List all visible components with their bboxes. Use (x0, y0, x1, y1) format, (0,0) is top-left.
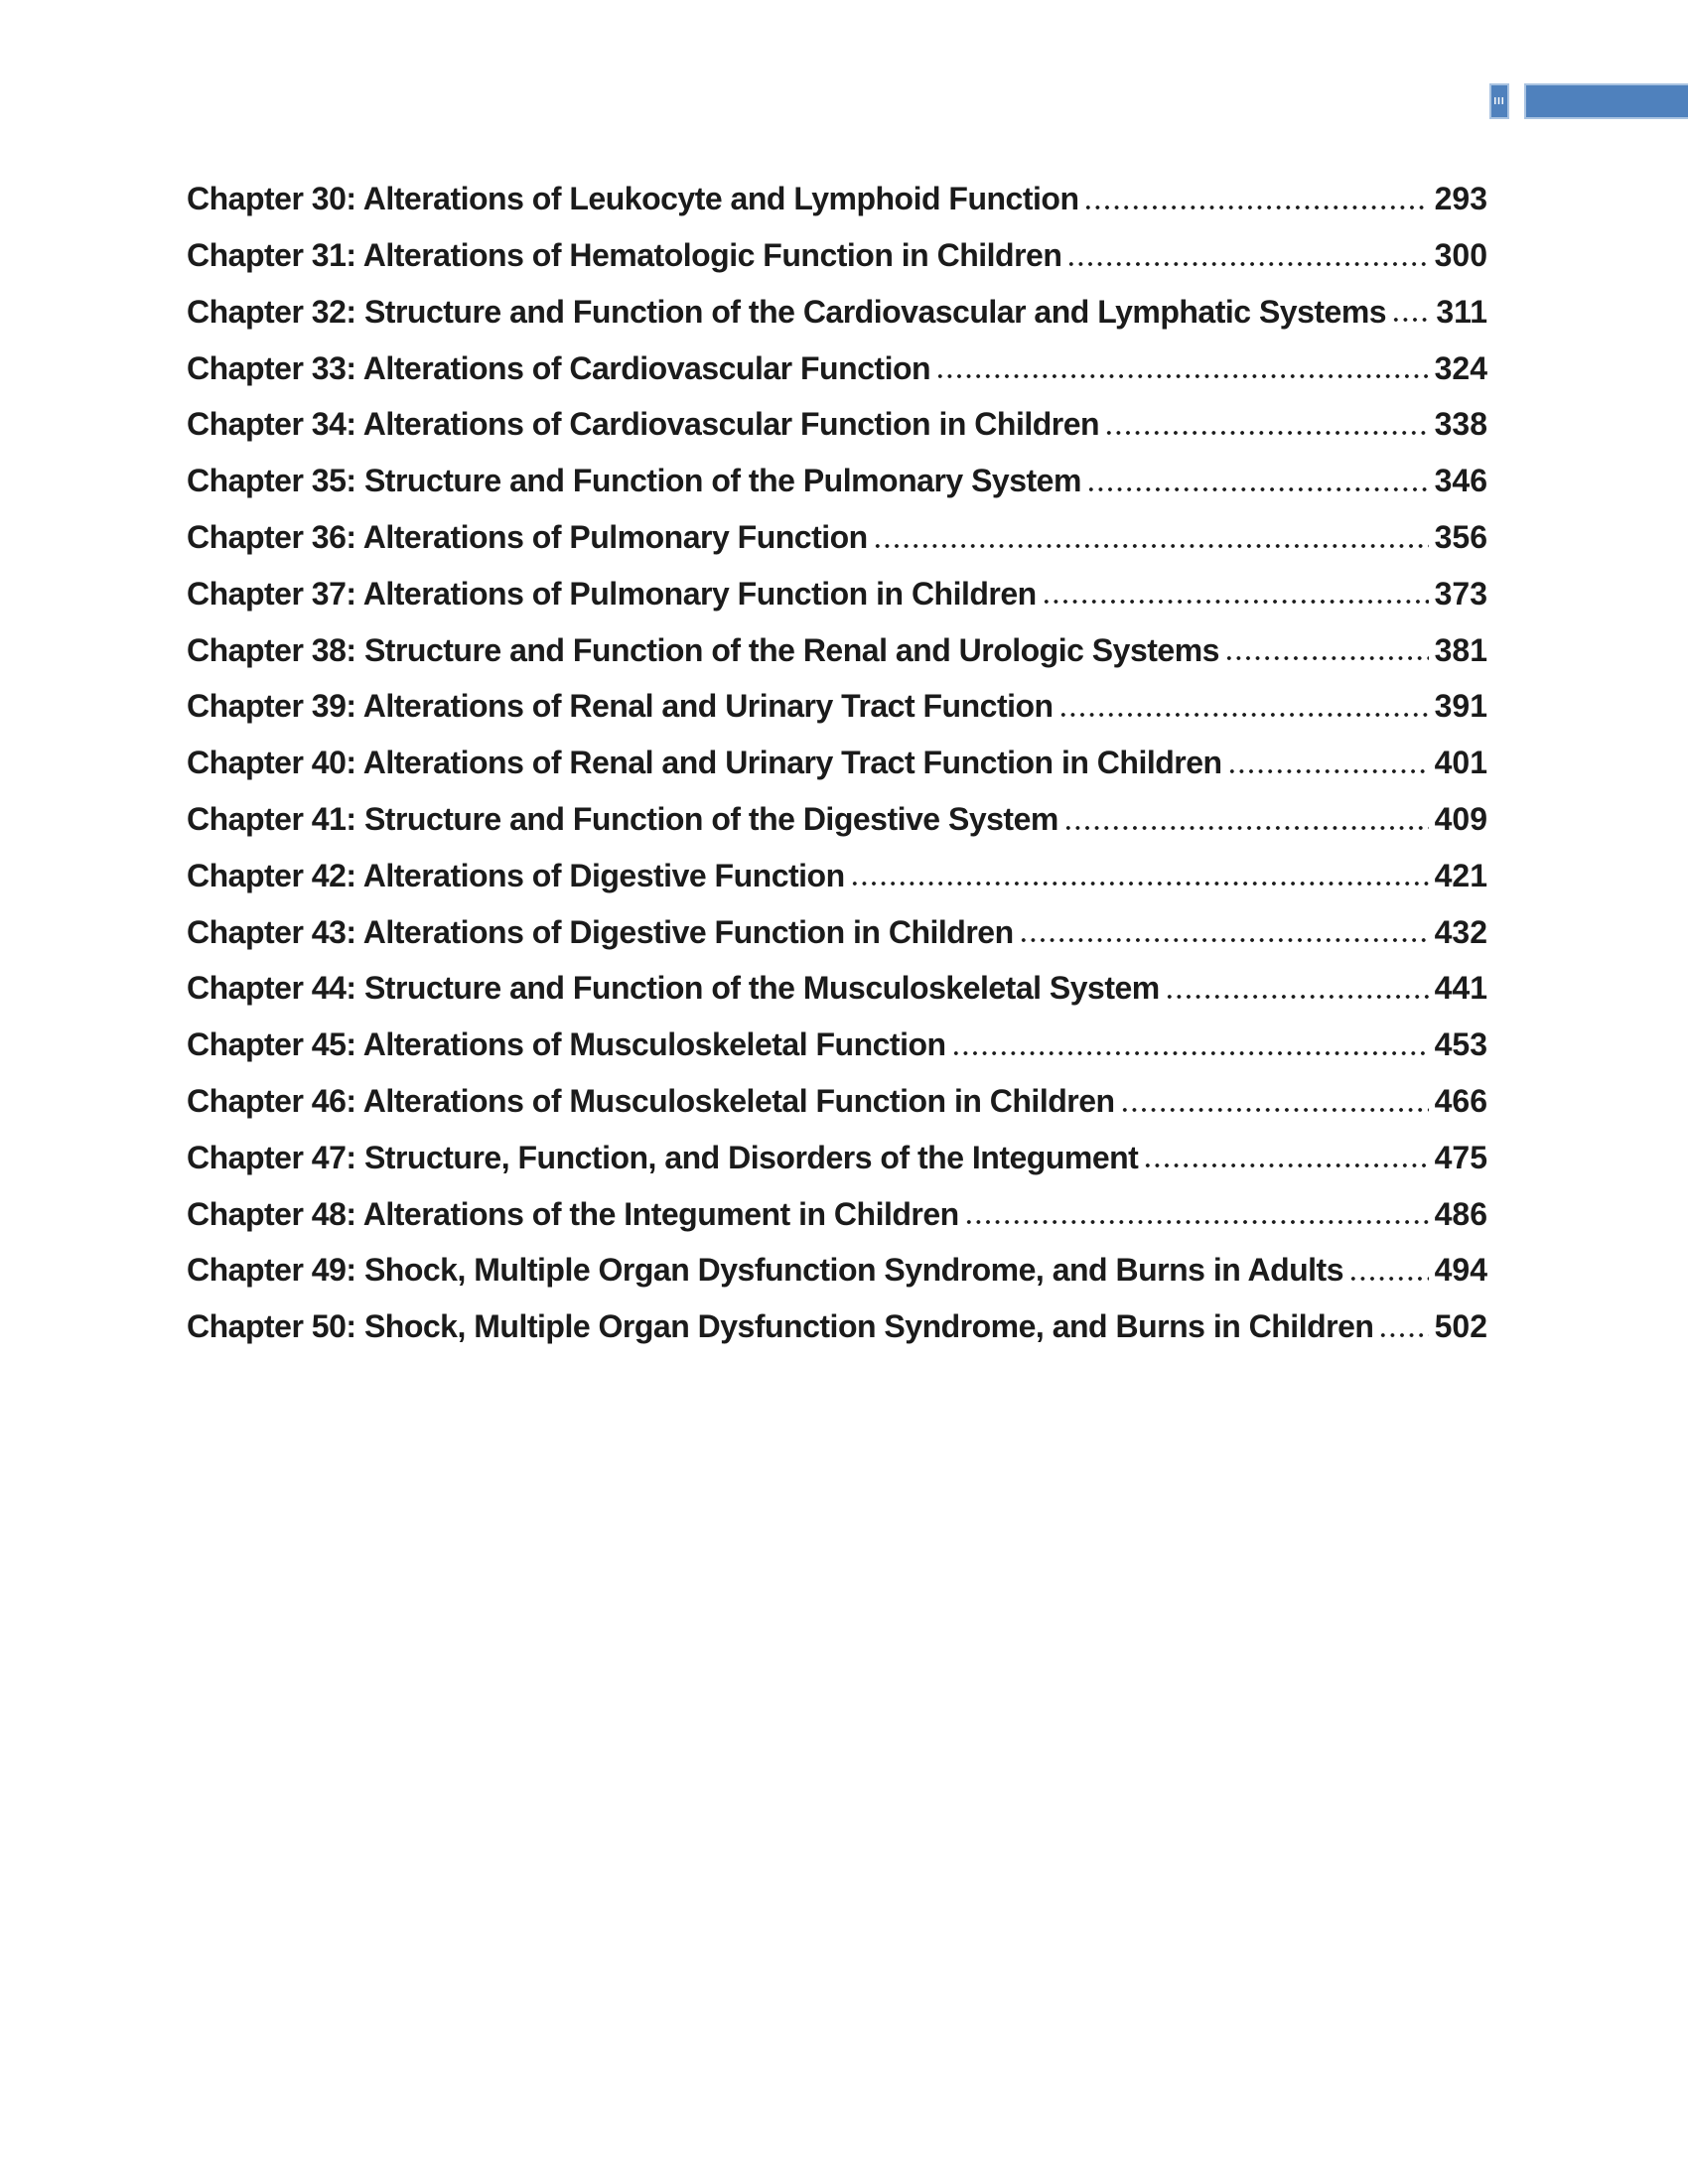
toc-entry-label: Chapter 47: Structure, Function, and Disorders of the Integument (187, 1139, 1139, 1175)
toc-entry-label: Chapter 39: Alterations of Renal and Urinary Tract Function (187, 688, 1054, 725)
toc-entry-label: Chapter 50: Shock, Multiple Organ Dysfunction Syndrome, and Burns in Children (187, 1308, 1374, 1345)
toc-entry (187, 329, 1487, 385)
toc-entry-page: 401 (1434, 745, 1487, 781)
toc-entry-page: 356 (1434, 518, 1487, 555)
toc-entry-label: Chapter 33: Alterations of Cardiovascular Function (187, 349, 931, 386)
toc-entry-label: Chapter 38: Structure and Function of the Renal and Urologic Systems (187, 631, 1219, 668)
toc-dot-leader (935, 371, 1429, 381)
toc-entry (187, 385, 1487, 442)
toc-dot-leader (1066, 259, 1428, 269)
toc-entry-label: Chapter 41: Structure and Function of the Digestive System (187, 800, 1058, 837)
toc-entry (187, 667, 1487, 724)
toc-entry-page: 494 (1434, 1252, 1487, 1289)
toc-entry-label: Chapter 48: Alterations of the Integument in Children (187, 1195, 959, 1232)
toc-dot-leader (1086, 484, 1429, 494)
toc-dot-leader (873, 541, 1429, 551)
toc-entry-label: Chapter 42: Alterations of Digestive Function (187, 857, 845, 893)
toc-dot-leader (1165, 992, 1429, 1002)
toc-entry-page: 432 (1434, 913, 1487, 950)
toc-entry (187, 949, 1487, 1006)
toc-entry-page: 324 (1434, 349, 1487, 386)
toc-entry-page: 391 (1434, 688, 1487, 725)
toc-entry-label: Chapter 34: Alterations of Cardiovascular Function in Children (187, 406, 1100, 443)
toc-dot-leader (1224, 653, 1429, 663)
toc-dot-leader (964, 1217, 1429, 1227)
toc-entry-page: 409 (1434, 800, 1487, 837)
toc-entry (187, 498, 1487, 555)
toc-entry (187, 216, 1487, 273)
toc-entry-label: Chapter 45: Alterations of Musculoskeletal Function (187, 1026, 946, 1063)
page-number-label: III (1493, 95, 1505, 107)
toc-entry (187, 160, 1487, 216)
toc-entry (187, 1288, 1487, 1344)
toc-entry-page: 338 (1434, 406, 1487, 443)
toc-entry (187, 1006, 1487, 1062)
toc-entry (187, 780, 1487, 837)
toc-dot-leader (1120, 1105, 1429, 1115)
toc-entry-page: 486 (1434, 1195, 1487, 1232)
toc-entry (187, 273, 1487, 330)
toc-entry (187, 892, 1487, 949)
toc-dot-leader (1058, 710, 1429, 720)
toc-dot-leader (1143, 1160, 1428, 1170)
toc-dot-leader (1042, 597, 1429, 607)
toc-entry-page: 373 (1434, 575, 1487, 612)
toc-dot-leader (1348, 1274, 1429, 1284)
toc-entry (187, 837, 1487, 893)
toc-entry-page: 475 (1434, 1139, 1487, 1175)
toc-entry-label: Chapter 40: Alterations of Renal and Urinary Tract Function in Children (187, 745, 1222, 781)
toc-entry-page: 421 (1434, 857, 1487, 893)
toc-dot-leader (1019, 935, 1429, 945)
toc-entry (187, 555, 1487, 612)
toc-entry (187, 1062, 1487, 1119)
table-of-contents (187, 160, 1487, 1344)
toc-entry-page: 381 (1434, 631, 1487, 668)
toc-entry-label: Chapter 49: Shock, Multiple Organ Dysfunction Syndrome, and Burns in Adults (187, 1252, 1343, 1289)
toc-entry-label: Chapter 36: Alterations of Pulmonary Function (187, 518, 868, 555)
toc-entry-label: Chapter 32: Structure and Function of the Cardiovascular and Lymphatic Systems (187, 293, 1387, 330)
toc-entry (187, 1231, 1487, 1288)
toc-entry-page: 300 (1434, 237, 1487, 273)
toc-entry-page: 466 (1434, 1082, 1487, 1119)
toc-dot-leader (850, 879, 1429, 888)
page-number-badge (1489, 83, 1509, 119)
toc-entry-page: 293 (1434, 181, 1487, 217)
toc-entry-label: Chapter 35: Structure and Function of the Pulmonary System (187, 463, 1081, 499)
toc-dot-leader (1104, 428, 1429, 438)
toc-entry (187, 1119, 1487, 1175)
toc-entry-page: 346 (1434, 463, 1487, 499)
toc-dot-leader (1083, 203, 1428, 212)
toc-dot-leader (1378, 1330, 1428, 1340)
toc-entry-label: Chapter 44: Structure and Function of the Musculoskeletal System (187, 970, 1160, 1007)
toc-entry-page: 311 (1436, 293, 1487, 330)
header-accent-bar (1524, 83, 1688, 119)
toc-dot-leader (951, 1048, 1429, 1058)
toc-entry-label: Chapter 30: Alterations of Leukocyte and Lymphoid Function (187, 181, 1079, 217)
toc-dot-leader (1063, 823, 1429, 833)
toc-entry-page: 441 (1434, 970, 1487, 1007)
toc-entry-label: Chapter 46: Alterations of Musculoskeletal Function in Children (187, 1082, 1115, 1119)
toc-entry (187, 611, 1487, 667)
toc-entry-page: 502 (1434, 1308, 1487, 1345)
toc-entry-page: 453 (1434, 1026, 1487, 1063)
toc-entry-label: Chapter 37: Alterations of Pulmonary Function in Children (187, 575, 1037, 612)
toc-entry-label: Chapter 31: Alterations of Hematologic Function in Children (187, 237, 1062, 273)
toc-entry (187, 442, 1487, 498)
toc-dot-leader (1227, 766, 1429, 776)
toc-entry (187, 724, 1487, 780)
toc-dot-leader (1391, 315, 1430, 325)
toc-entry (187, 1174, 1487, 1231)
toc-entry-label: Chapter 43: Alterations of Digestive Function in Children (187, 913, 1014, 950)
